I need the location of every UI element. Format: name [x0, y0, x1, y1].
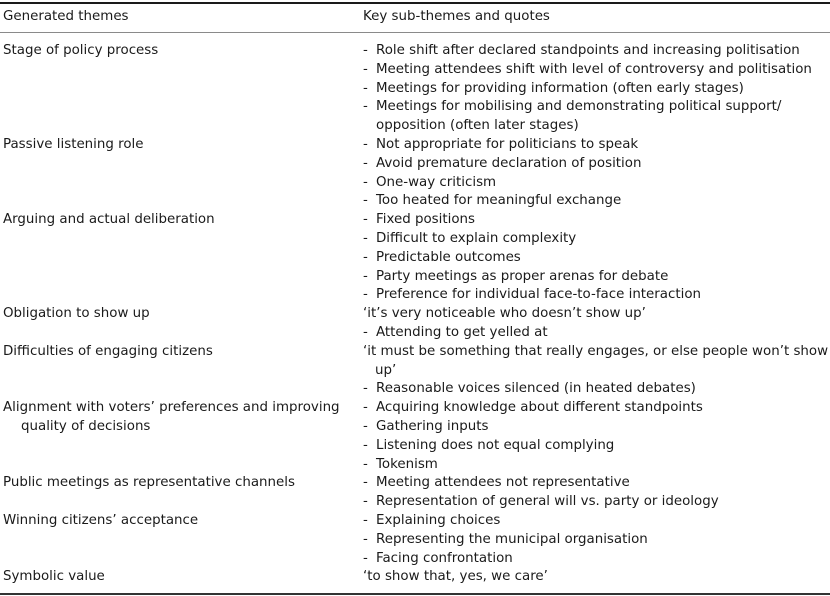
- subtheme-item: [363, 268, 830, 287]
- subtheme-item: [363, 192, 830, 211]
- bullet-dash-icon: -: [363, 193, 368, 209]
- subtheme-item: [363, 399, 830, 418]
- bullet-dash-icon: -: [363, 494, 368, 510]
- table-row: [0, 343, 830, 399]
- subtheme-text: Facing confrontation: [376, 550, 513, 566]
- subtheme-text: Difficult to explain complexity: [376, 230, 577, 246]
- bullet-dash-icon: -: [363, 230, 368, 246]
- table-row: [0, 474, 830, 512]
- quote-item: ‘it’s very noticeable who doesn’t show up’: [363, 306, 646, 322]
- subtheme-text: Meeting attendees shift with level of controversy and politisation: [376, 61, 812, 77]
- bullet-dash-icon: -: [363, 268, 368, 284]
- table-row: [0, 136, 830, 211]
- theme-cell: [0, 211, 363, 305]
- subtheme-item: [363, 418, 830, 437]
- theme-label: Public meetings as representative channels: [3, 475, 295, 491]
- subtheme-text: Representation of general will vs. party or ideology: [376, 494, 719, 510]
- subthemes-cell: [363, 568, 830, 587]
- subtheme-item: [363, 474, 830, 493]
- header-generated-themes: Generated themes: [3, 9, 129, 24]
- subtheme-item: [363, 249, 830, 268]
- subtheme-text: Attending to get yelled at: [376, 324, 548, 340]
- table-row: [0, 512, 830, 568]
- subtheme-item: [363, 211, 830, 230]
- table-row: [0, 568, 830, 587]
- subtheme-text: Listening does not equal complying: [376, 437, 615, 453]
- table-top-rule: [0, 2, 830, 4]
- subtheme-text: Not appropriate for politicians to speak: [376, 136, 639, 152]
- header-key-subthemes: Key sub-themes and quotes: [363, 9, 550, 24]
- table-row: [0, 211, 830, 305]
- theme-label: Symbolic value: [3, 569, 105, 585]
- quote-item: ‘to show that, yes, we care’: [363, 569, 548, 585]
- bullet-dash-icon: -: [363, 512, 368, 528]
- subtheme-item: [363, 493, 830, 512]
- table-bottom-rule: [0, 593, 830, 595]
- theme-cell: [0, 568, 363, 587]
- bullet-dash-icon: -: [363, 136, 368, 152]
- theme-cell: [0, 305, 363, 343]
- bullet-dash-icon: -: [363, 475, 368, 491]
- subtheme-text: One-way criticism: [376, 174, 497, 190]
- theme-label: Winning citizens’ acceptance: [3, 512, 199, 528]
- theme-label: Arguing and actual deliberation: [3, 212, 215, 228]
- subthemes-cell: [363, 512, 830, 568]
- subthemes-cell: [363, 42, 830, 136]
- theme-label: Difficulties of engaging citizens: [3, 343, 213, 359]
- table-header-rule: [0, 32, 830, 33]
- subtheme-text: Fixed positions: [376, 212, 475, 228]
- subtheme-item: [363, 136, 830, 155]
- bullet-dash-icon: -: [363, 381, 368, 397]
- subtheme-text: Role shift after declared standpoints and increasing politisation: [376, 43, 800, 58]
- bullet-dash-icon: -: [363, 99, 368, 115]
- subtheme-text: Reasonable voices silenced (in heated debates): [376, 381, 696, 397]
- table-body: [0, 42, 830, 587]
- table-row: [0, 399, 830, 474]
- theme-label: Stage of policy process: [3, 43, 159, 58]
- subtheme-text: Avoid premature declaration of position: [376, 155, 642, 171]
- subtheme-item: [363, 80, 830, 99]
- bullet-dash-icon: -: [363, 212, 368, 228]
- subtheme-text: Tokenism: [376, 456, 438, 472]
- theme-cell: [0, 136, 363, 211]
- subtheme-text: Too heated for meaningful exchange: [376, 193, 622, 209]
- table-row: [0, 305, 830, 343]
- bullet-dash-icon: -: [363, 550, 368, 566]
- theme-cell: [0, 399, 363, 474]
- bullet-dash-icon: -: [363, 61, 368, 77]
- subtheme-item: [363, 155, 830, 174]
- subtheme-text: Acquiring knowledge about different standpoints: [376, 400, 703, 416]
- subtheme-item: [363, 531, 830, 550]
- subtheme-item: [363, 550, 830, 569]
- subtheme-text: Representing the municipal organisation: [376, 531, 648, 547]
- subtheme-text: Party meetings as proper arenas for debate: [376, 268, 669, 284]
- subtheme-text: Explaining choices: [376, 512, 501, 528]
- theme-label: Obligation to show up: [3, 306, 150, 322]
- subtheme-item: [363, 61, 830, 80]
- subtheme-item: [363, 380, 830, 399]
- subthemes-cell: [363, 305, 830, 343]
- theme-cell: [0, 42, 363, 136]
- theme-label: Passive listening role: [3, 136, 144, 152]
- subthemes-cell: [363, 474, 830, 512]
- table-row: [0, 42, 830, 136]
- subthemes-cell: [363, 136, 830, 211]
- theme-label: Alignment with voters’ preferences and improving quality of decisions: [3, 400, 340, 434]
- bullet-dash-icon: -: [363, 80, 368, 96]
- subthemes-cell: [363, 211, 830, 305]
- subtheme-text: Meetings for mobilising and demonstrating political support/ opposition (often later stages): [376, 99, 782, 134]
- bullet-dash-icon: -: [363, 437, 368, 453]
- bullet-dash-icon: -: [363, 249, 368, 265]
- bullet-dash-icon: -: [363, 155, 368, 171]
- theme-cell: [0, 512, 363, 568]
- table-header: [0, 9, 830, 29]
- subtheme-item: [363, 230, 830, 249]
- bullet-dash-icon: -: [363, 418, 368, 434]
- subtheme-item: [363, 174, 830, 193]
- subtheme-item: [363, 456, 830, 475]
- bullet-dash-icon: -: [363, 400, 368, 416]
- subtheme-text: Gathering inputs: [376, 418, 489, 434]
- subthemes-cell: [363, 343, 830, 399]
- subthemes-cell: [363, 399, 830, 474]
- subtheme-item: [363, 324, 830, 343]
- theme-cell: [0, 474, 363, 512]
- bullet-dash-icon: -: [363, 287, 368, 303]
- subtheme-text: Preference for individual face-to-face interaction: [376, 287, 702, 303]
- subtheme-item: [363, 98, 830, 136]
- bullet-dash-icon: -: [363, 456, 368, 472]
- theme-cell: [0, 343, 363, 399]
- bullet-dash-icon: -: [363, 43, 368, 58]
- bullet-dash-icon: -: [363, 324, 368, 340]
- bullet-dash-icon: -: [363, 531, 368, 547]
- subtheme-item: [363, 512, 830, 531]
- subtheme-item: [363, 437, 830, 456]
- subtheme-item: [363, 42, 830, 61]
- bullet-dash-icon: -: [363, 174, 368, 190]
- subtheme-item: [363, 286, 830, 305]
- subtheme-text: Meetings for providing information (often early stages): [376, 80, 744, 96]
- subtheme-text: Meeting attendees not representative: [376, 475, 630, 491]
- subtheme-text: Predictable outcomes: [376, 249, 521, 265]
- quote-item: ‘it must be something that really engages, or else people won’t show up’: [363, 343, 829, 378]
